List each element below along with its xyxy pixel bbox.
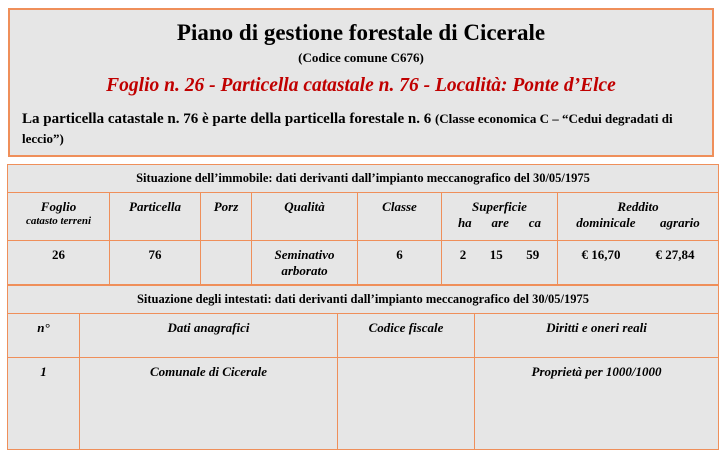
cell-reddito: [558, 241, 719, 285]
property-table: [7, 164, 719, 285]
header-ca: ca: [528, 215, 542, 230]
cell-ca: 59: [526, 247, 540, 262]
header-particella: Particella: [110, 193, 201, 241]
owners-section-title: Situazione degli intestati: dati derivanti dall’impianto meccanografico del 30/05/1975: [8, 286, 719, 314]
header-dati-anagrafici: Dati anagrafici: [80, 314, 338, 358]
parcel-description: [22, 109, 696, 149]
header-box: [8, 8, 714, 157]
header-ha: ha: [457, 215, 472, 230]
cell-porz: [201, 241, 252, 285]
header-qualita: Qualità: [252, 193, 358, 241]
cell-are: 15: [489, 247, 503, 262]
owners-table: [7, 285, 719, 450]
parcel-subtitle: Foglio n. 26 - Particella catastale n. 76 - Località: Ponte d’Elce: [106, 75, 616, 96]
cell-dati-anagrafici: Comunale di Cicerale: [80, 358, 338, 450]
cell-classe: 6: [358, 241, 442, 285]
cell-superficie: [442, 241, 558, 285]
header-n: n°: [8, 314, 80, 358]
header-porz: Porz: [201, 193, 252, 241]
cell-foglio: 26: [8, 241, 110, 285]
cell-n: 1: [8, 358, 80, 450]
property-section-title: Situazione dell’immobile: dati derivanti dall’impianto meccanografico del 30/05/1975: [8, 165, 719, 193]
page-title: Piano di gestione forestale di Cicerale: [176, 20, 546, 45]
cell-ha: 2: [459, 247, 467, 262]
cell-qualita: Seminativo arborato: [252, 241, 358, 285]
cell-agrario: € 27,84: [655, 247, 695, 262]
header-foglio: Foglio catasto terreni: [8, 193, 110, 241]
header-classe: Classe: [358, 193, 442, 241]
header-reddito: Reddito dominicale agrario: [558, 193, 719, 241]
municipality-code: (Codice comune C676): [298, 50, 424, 65]
cell-dominicale: € 16,70: [581, 247, 621, 262]
header-diritti: Diritti e oneri reali: [475, 314, 719, 358]
header-are: are: [491, 215, 509, 230]
cell-diritti: Proprietà per 1000/1000: [475, 358, 719, 450]
cell-codice-fiscale: [338, 358, 475, 450]
header-dominicale: dominicale: [576, 215, 636, 230]
header-codice-fiscale: Codice fiscale: [338, 314, 475, 358]
header-superficie: Superficie ha are ca: [442, 193, 558, 241]
cell-particella: 76: [110, 241, 201, 285]
description-class: (Classe economica C – “Cedui degradati di leccio”): [22, 111, 673, 146]
description-main: La particella catastale n. 76 è parte della particella forestale n. 6: [22, 111, 432, 127]
header-agrario: agrario: [660, 215, 700, 230]
